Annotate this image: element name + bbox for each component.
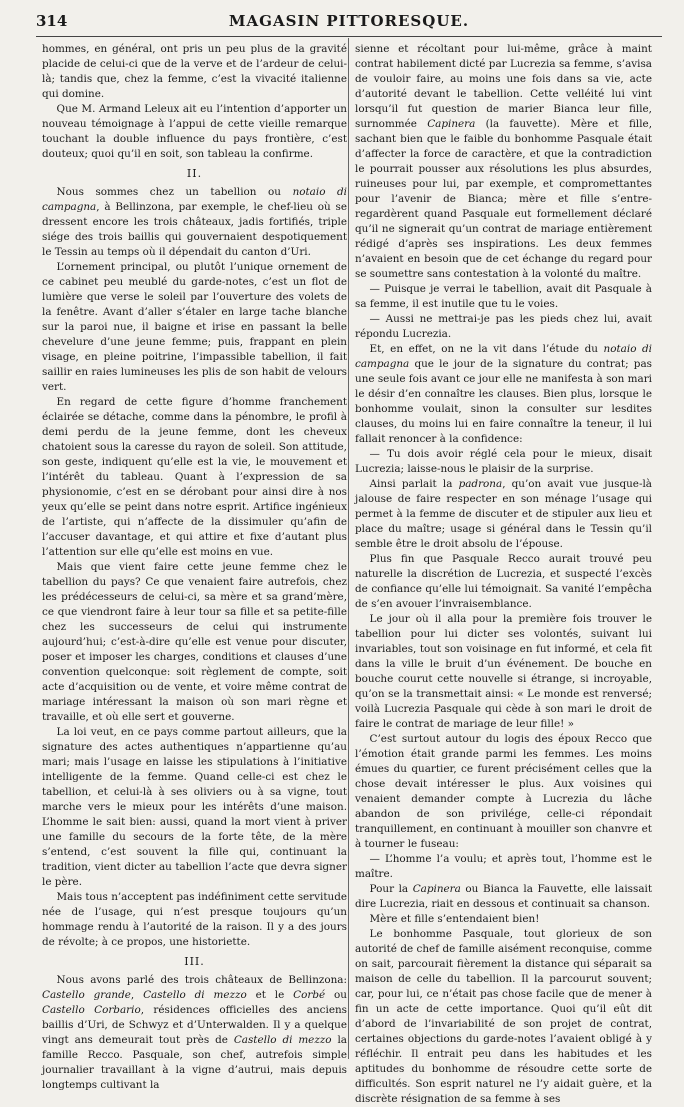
page-header xyxy=(36,8,662,37)
paragraph: Pour la Capinera ou Bianca la Fauvette, elle laissait dire Lucrezia, riait en dessous et continuait sa chanson. xyxy=(355,883,653,910)
left-column xyxy=(42,42,347,1093)
paragraph: hommes, en général, ont pris un peu plus de la gravité placide de celui-ci que de la verve et de l’ardeur de celui-là; tandis que, chez la femme, c’est la vivacité italienne qui domine. xyxy=(42,43,347,100)
paragraph: Nous avons parlé des trois châteaux de Bellinzona: Castello grande, Castello di mezzo et le Corbé ou Castello Corbario, résidences officielles des anciens baillis d’Uri, de Schwyz et d’Unterwalden. Il y a quelque vingt ans demeurait tout près de Castello di mezzo la famille Recco. Pasquale, son chef, autrefois simple journalier travaillant à la vigne d’autrui, mais depuis longtemps cultivant la xyxy=(42,974,347,1091)
paragraph: Nous sommes chez un tabellion ou notaio di campagna, à Bellinzona, par exemple, le chef-lieu où se dressent encore les trois châteaux, jadis fortifiés, triple siége des trois baillis qui gouvernaient despotiquement le Tessin au temps où il dépendait du canton d’Uri. xyxy=(42,186,347,258)
paragraph: sienne et récoltant pour lui-même, grâce à maint contrat habilement dicté par Lucrezia sa femme, s’avisa de vouloir faire, au moins une fois dans sa vie, acte d’autorité devant le tabellion. Cette velléité lui vint lorsqu’il fut question de marier Bianca leur fille, surnommée Capinera (la fauvette). Mère et fille, sachant bien que le faible du bonhomme Pasquale était d’affecter la force de caractère, et que la contradiction le pourrait pousser aux résolutions les plus absurdes, ruineuses pour lui, par exemple, et compromettantes pour l’avenir de Bianca; mère et fille s’entre-regardèrent quand Pasquale eut formellement déclaré qu’il ne signerait qu’un contrat de mariage entièrement rédigé d’après ses inspirations. Les deux femmes n’avaient en besoin que de cet échange du regard pour se soumettre sans contestation à la volonté du maître. xyxy=(355,43,653,280)
page-number: 314 xyxy=(36,12,68,30)
paragraph: Mais tous n’acceptent pas indéfiniment cette servitude née de l’usage, qui n’est presque toujours qu’un hommage rendu à l’autorité de la raison. Il y a des jours de révolte; à ce propos, une historiette. xyxy=(42,891,347,948)
running-title: MAGASIN PITTORESQUE. xyxy=(228,12,470,30)
section-heading: III. xyxy=(184,955,205,968)
paragraph: Ainsi parlait la padrona, qu’on avait vue jusque-là jalouse de faire respecter en son ménage l’usage qui permet à la femme de discuter et de stipuler aux lieu et place du maître; usage si général dans le Tessin qu’il semble être le droit absolu de l’épouse. xyxy=(355,478,652,550)
column-divider xyxy=(348,38,349,1059)
paragraph: Mais que vient faire cette jeune femme chez le tabellion du pays? Ce que venaient faire autrefois, chez les prédécesseurs de celui-ci, sa mère et sa grand’mère, ce que viendront faire à leur tour sa fille et sa petite-fille chez les successeurs de celui qui instrumente aujourd’hui; c’est-à-dire qu’elle est venue pour discuter, poser et imposer les charges, conditions et clauses d’une convention quelconque: soit règlement de compte, soit acte d’acquisition ou de vente, et voire même contrat de mariage intéressant la maison où son mari règne et travaille, et où elle sert et gouverne. xyxy=(42,561,347,723)
paragraph: — Tu dois avoir réglé cela pour le mieux, disait Lucrezia; laisse-nous le plaisir de la surprise. xyxy=(355,448,652,475)
paragraph: Le jour où il alla pour la première fois trouver le tabellion pour lui dicter ses volontés, suivant lui invariables, tout son voisinage en fut informé, et cela fit dans la ville le bruit d’un événement. De bouche en bouche courut cette nouvelle si étrange, si incroyable, qu’on se la transmettait ainsi: « Le monde est renversé; voilà Lucrezia Pasquale qui cède à son mari le droit de faire le contrat de mariage de leur fille! » xyxy=(355,613,652,730)
section-heading: II. xyxy=(186,167,203,180)
paragraph: — Puisque je verrai le tabellion, avait dit Pasquale à sa femme, il est inutile que tu le voies. xyxy=(355,283,652,310)
paragraph: Plus fin que Pasquale Recco aurait trouvé peu naturelle la discrétion de Lucrezia, et suspecté l’excès de confiance qu’elle lui témoignait. Sa vanité l’empêcha de s’en avouer l’invraisemblance. xyxy=(355,553,652,610)
paragraph: C’est surtout autour du logis des époux Recco que l’émotion était grande parmi les femmes. Les moins émues du quartier, ce furent précisément celles que la chose devait intéresser le plus. Aux voisines qui venaient demander compte à Lucrezia du lâche abandon de son privilége, celle-ci répondait tranquillement, en continuant à mouiller son chanvre et à tourner le fuseau: xyxy=(355,733,652,850)
paragraph: La loi veut, en ce pays comme partout ailleurs, que la signature des actes authentiques n’appartienne qu’au mari; mais l’usage en laisse les stipulations à l’initiative intelligente de la femme. Quand celle-ci est chez le tabellion, et celui-là à ses oliviers ou à sa vigne, tout marche vers le mieux pour les intérêts d’une maison. L’homme le sait bien: aussi, quand la mort vient à priver une famille du secours de la forte tête, de la mère s’entend, c’est souvent la fille qui, continuant la tradition, vient dicter au tabellion l’acte que devra signer le père. xyxy=(42,726,347,888)
paragraph: Mère et fille s’entendaient bien! xyxy=(369,913,540,925)
paragraph: Que M. Armand Leleux ait eu l’intention d’apporter un nouveau témoignage à l’appui de cette vieille remarque touchant la double influence du pays frontière, c’est douteux; quoi qu’il en soit, son tableau la confirme. xyxy=(42,103,347,160)
right-column xyxy=(355,42,652,1107)
paragraph: En regard de cette figure d’homme franchement éclairée se détache, comme dans la pénombre, le profil à demi perdu de la jeune femme, dont les cheveux chatoient sous la caresse du rayon de soleil. Son attitude, son geste, indiquent qu’elle est la vie, le mouvement et l’intérêt du tableau. Quant à l’expression de sa physionomie, c’est en se dérobant pour ainsi dire à nos yeux qu’elle se peint dans notre esprit. Artifice ingénieux de l’artiste, qui n’affecte de la dissimuler qu’afin de l’accuser davantage, et qui attire et fixe d’autant plus l’attention sur elle qu’elle est moins en vue. xyxy=(42,396,347,558)
paragraph: Le bonhomme Pasquale, tout glorieux de son autorité de chef de famille aisément reconquise, comme on sait, parcourait fièrement la distance qui séparait sa maison de celle du tabellion. Il la parcourut souvent; car, pour lui, ce n’était pas chose facile que de mener à fin un acte de cette importance. Quoi qu’il eût dit d’abord de l’invariabilité de son projet de contrat, certaines objections du garde-notes l’avaient obligé à y réfléchir. Il entrait peu dans les habitudes et les aptitudes du bonhomme de résoudre cette sorte de difficultés. Son esprit naturel ne l’y aidait guère, et la discrète résignation de sa femme à ses xyxy=(355,928,652,1105)
paragraph: L’ornement principal, ou plutôt l’unique ornement de ce cabinet peu meublé du garde-notes, c’est un flot de lumière que verse le soleil par l’ouverture des volets de la fenêtre. Avant d’aller s’étaler en large tache blanche sur la paroi nue, il baigne et irise en passant la belle chevelure d’une jeune femme; puis, frappant en plein visage, en pleine poitrine, l’impassible tabellion, il fait saillir en raies lumineuses les plis de son habit de velours vert. xyxy=(42,261,347,393)
paragraph: Et, en effet, on ne la vit dans l’étude du notaio di campagna que le jour de la signature du contrat; pas une seule fois avant ce jour elle ne manifesta à son mari le désir d’en connaître les clauses. Bien plus, lorsque le bonhomme voulait, sinon la consulter sur lesdites clauses, du moins lui en faire connaître la teneur, il lui fallait renoncer à la confidence: xyxy=(355,343,652,445)
paragraph: — Aussi ne mettrai-je pas les pieds chez lui, avait répondu Lucrezia. xyxy=(355,313,652,340)
paragraph: — L’homme l’a voulu; et après tout, l’homme est le maître. xyxy=(355,853,652,880)
